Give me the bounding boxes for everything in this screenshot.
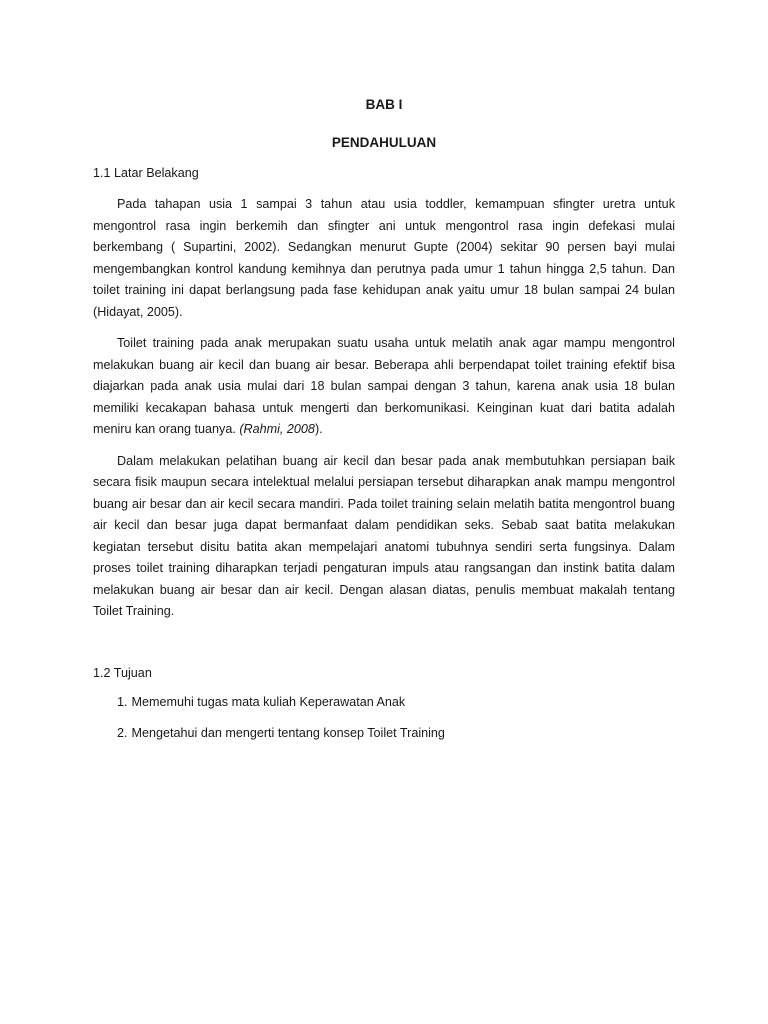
paragraph-2-text: Toilet training pada anak merupakan suatu usaha untuk melatih anak agar mampu mengontrol melakukan buang air kecil dan buang air besar. Beberapa ahli berpendapat toilet training efektif bisa diajarkan pada anak usia mulai dari 18 bulan sampai dengan 3 tahun, karena anak usia 18 bulan memiliki kecakapan bahasa untuk mengerti dan berkomunikasi. Keinginan kuat dari batita adalah meniru kan orang tuanya. (93, 336, 675, 436)
list-item-number: 2. (117, 725, 128, 740)
chapter-title: PENDAHULUAN (331, 135, 437, 150)
section-heading-latar-belakang: 1.1 Latar Belakang (93, 166, 199, 180)
objectives-list (93, 694, 675, 742)
paragraph-3-text: Dalam melakukan pelatihan buang air kecil dan besar pada anak membutuhkan persiapan baik secara fisik maupun secara intelektual melalui persiapan tersebut diharapkan anak mampu mengontrol buang air besar dan air kecil secara mandiri. Pada toilet training selain melatih batita mengontrol buang air kecil dan besar juga dapat bermanfaat dalam pendidikan seks. Sebab saat batita melakukan kegiatan tersebut disitu batita akan mempelajari anatomi tubuhnya sendiri serta fungsinya. Dalam proses toilet training diharapkan terjadi pengaturan impuls atau rangsangan dan instink batita dalam melakukan buang air besar dan air kecil. Dengan alasan diatas, penulis membuat makalah tentang Toilet Training. (93, 453, 675, 618)
paragraph-2-tail: ). (314, 422, 323, 436)
section-heading-tujuan: 1.2 Tujuan (93, 665, 152, 680)
paragraph-3 (93, 451, 675, 623)
list-item (93, 694, 675, 711)
paragraph-1 (93, 194, 675, 323)
chapter-label: BAB I (365, 97, 403, 112)
list-item-text: Mememuhi tugas mata kuliah Keperawatan Anak (131, 694, 406, 709)
list-item-number: 1. (117, 694, 128, 709)
paragraph-2-citation: (Rahmi, 2008 (239, 422, 315, 436)
paragraph-2 (93, 333, 675, 441)
document-body (93, 96, 675, 756)
list-item-text: Mengetahui dan mengerti tentang konsep Toilet Training (131, 725, 445, 740)
section-spacer (93, 633, 675, 665)
list-item (93, 725, 675, 742)
paragraph-1-text: Pada tahapan usia 1 sampai 3 tahun atau usia toddler, kemampuan sfingter uretra untuk mengontrol rasa ingin berkemih dan sfingter ani untuk mengontrol rasa ingin defekasi mulai berkembang ( Supartini, 2002). Sedangkan menurut Gupte (2004) sekitar 90 persen bayi mulai mengembangkan kontrol kandung kemihnya dan perutnya pada umur 1 tahun hingga 2,5 tahun. Dan toilet training ini dapat berlangsung pada fase kehidupan anak yaitu umur 18 bulan sampai 24 bulan (Hidayat, 2005). (93, 197, 675, 319)
